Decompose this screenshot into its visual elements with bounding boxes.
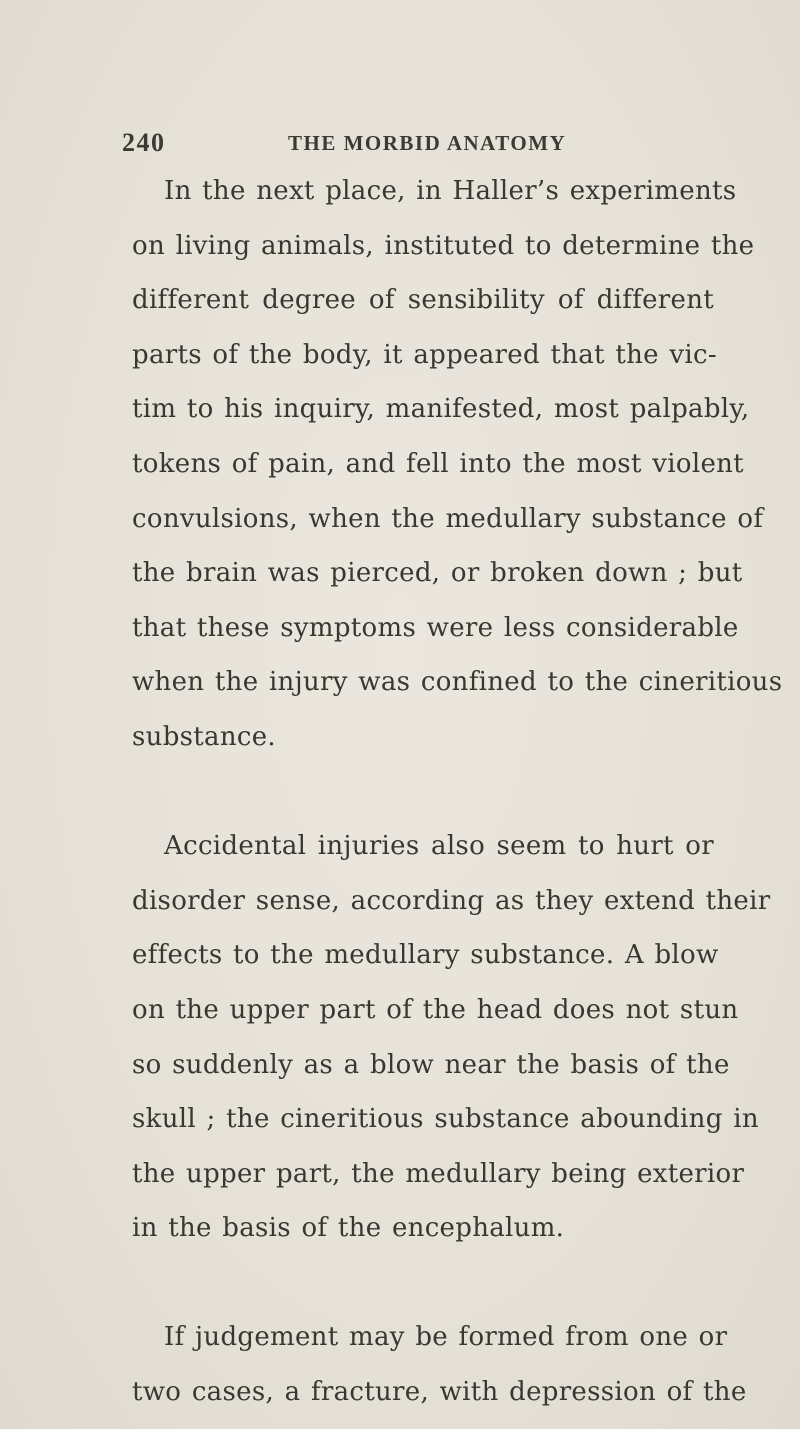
paragraph-2 <box>132 819 771 1256</box>
text-line: that these symptoms were less considerable <box>132 612 739 643</box>
paragraph-3 <box>132 1310 747 1419</box>
paragraph-gap <box>132 1256 714 1311</box>
text-line: different degree of sensibility of different <box>132 285 714 316</box>
text-line: Accidental injuries also seem to hurt or <box>164 831 714 862</box>
paragraph-gap <box>132 765 714 820</box>
paragraph-1 <box>132 164 783 765</box>
text-line: effects to the medullary substance. A blow <box>132 940 719 971</box>
text-line: so suddenly as a blow near the basis of the <box>132 1049 730 1080</box>
body-text <box>132 164 783 1420</box>
text-line: two cases, a fracture, with depression of the <box>132 1377 747 1408</box>
running-head: THE MORBID ANATOMY <box>288 131 567 155</box>
text-line: parts of the body, it appeared that the vic- <box>132 339 717 370</box>
text-line: tim to his inquiry, manifested, most palpably, <box>132 394 750 425</box>
text-line: skull ; the cineritious substance abounding in <box>132 1104 759 1135</box>
text-line: convulsions, when the medullary substance of <box>132 503 764 534</box>
text-line: substance. <box>132 721 276 752</box>
text-line: the brain was pierced, or broken down ; but <box>132 558 743 589</box>
text-line: tokens of pain, and fell into the most violent <box>132 448 744 479</box>
text-line: on living animals, instituted to determine the <box>132 230 755 261</box>
text-line: disorder sense, according as they extend their <box>132 885 771 916</box>
text-line: in the basis of the encephalum. <box>132 1213 565 1244</box>
page-number: 240 <box>122 128 166 157</box>
text-line: In the next place, in Haller’s experiments <box>164 176 737 206</box>
text-line: If judgement may be formed from one or <box>164 1322 728 1353</box>
page-header <box>122 128 582 160</box>
text-line: on the upper part of the head does not stun <box>132 994 739 1025</box>
text-line: the upper part, the medullary being exterior <box>132 1158 745 1189</box>
text-line: when the injury was confined to the cineritious <box>132 667 783 698</box>
